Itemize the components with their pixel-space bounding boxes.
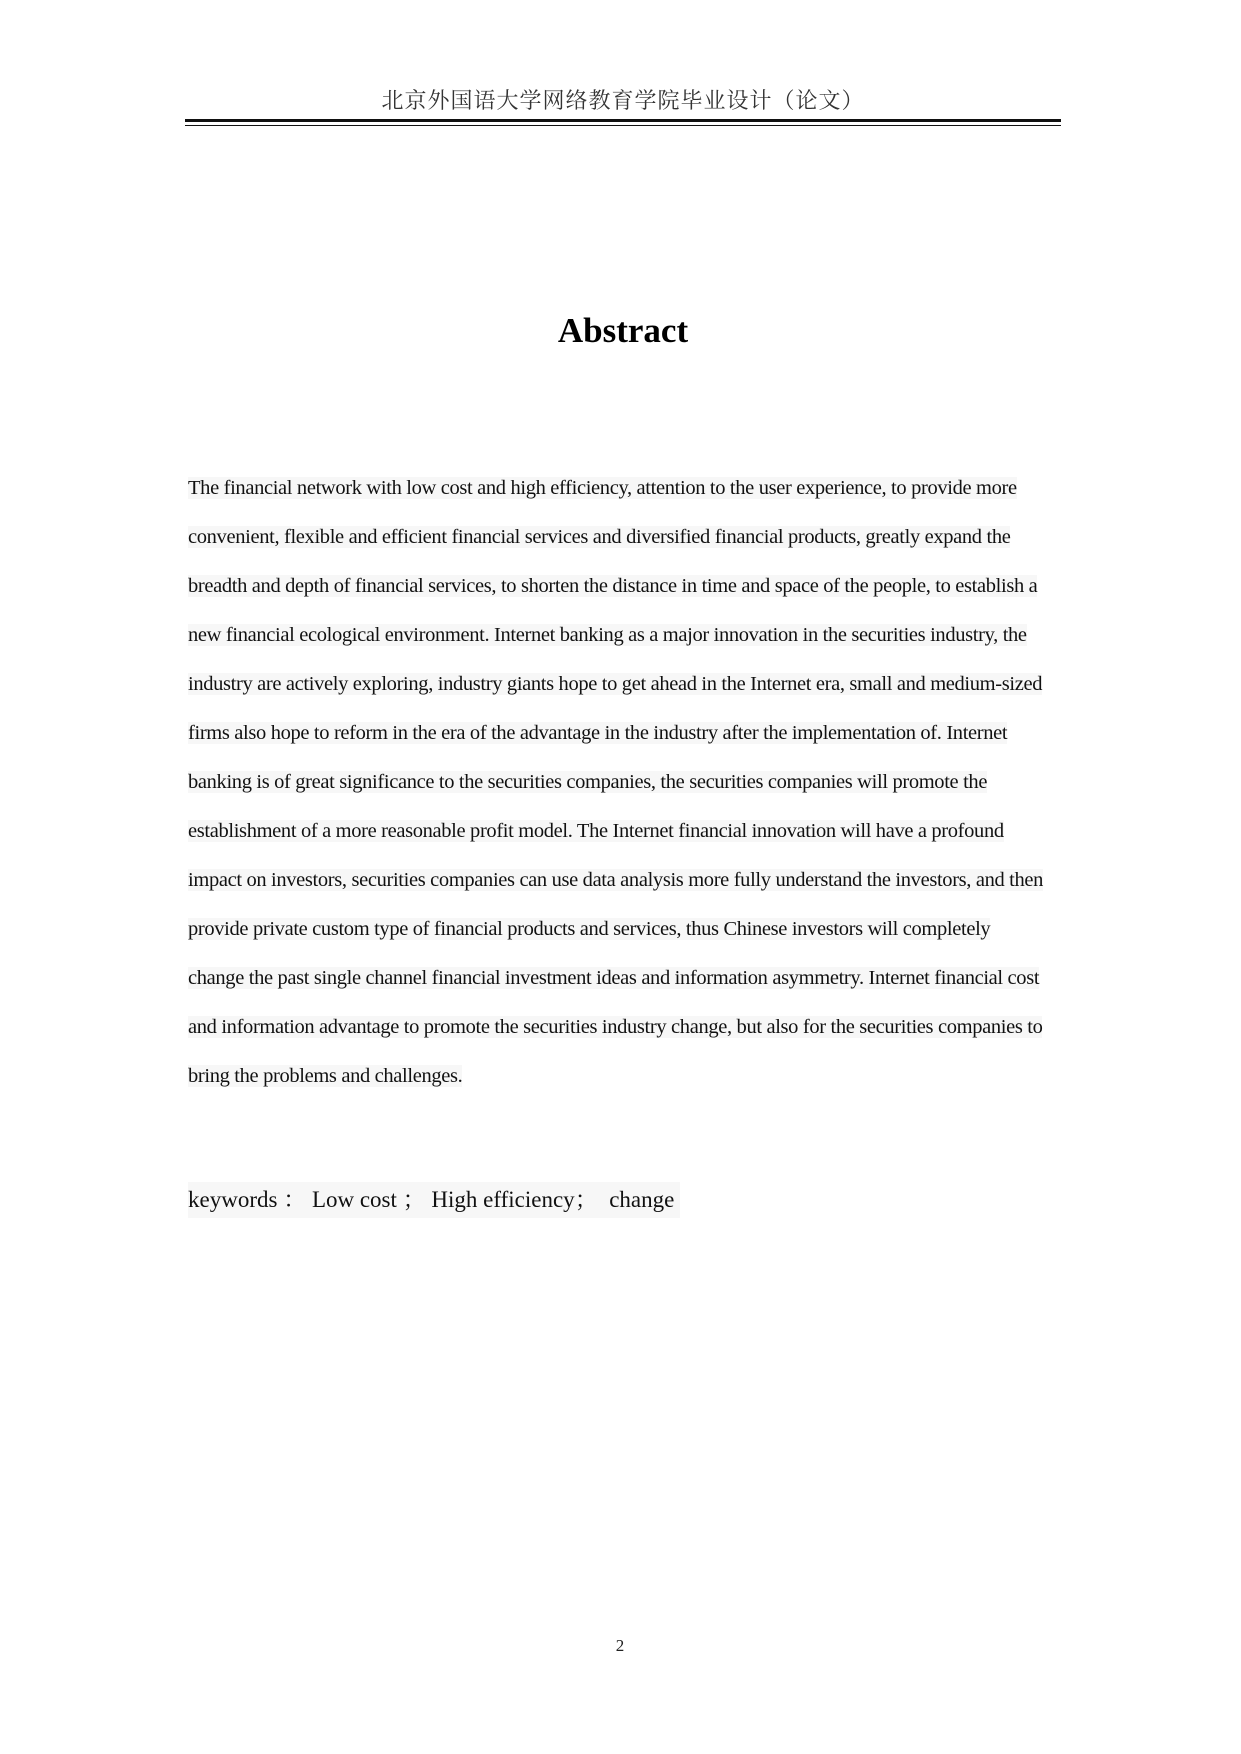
- abstract-line: The financial network with low cost and high efficiency, attention to the user experience, to provide more: [188, 477, 1017, 499]
- abstract-heading: Abstract: [557, 311, 689, 350]
- keywords-label: keywords: [188, 1187, 278, 1212]
- abstract-line: firms also hope to reform in the era of the advantage in the industry after the implementation of. Internet: [188, 722, 1008, 744]
- header-rule-thin: [185, 125, 1061, 126]
- abstract-line: provide private custom type of financial products and services, thus Chinese investors will completely: [188, 918, 991, 940]
- abstract-line: change the past single channel financial investment ideas and information asymmetry. Internet financial cost: [188, 967, 1040, 989]
- abstract-line: establishment of a more reasonable profit model. The Internet financial innovation will have a profound: [188, 820, 1004, 842]
- keyword-separator: ；: [396, 1187, 432, 1212]
- abstract-line: breadth and depth of financial services, to shorten the distance in time and space of the people, to establish a: [188, 575, 1038, 597]
- abstract-line: and information advantage to promote the securities industry change, but also for the securities companies to: [188, 1016, 1043, 1038]
- keyword-item: High efficiency: [431, 1187, 575, 1212]
- abstract-line: convenient, flexible and efficient financial services and diversified financial products, greatly expand the: [188, 526, 1011, 548]
- keywords-line: [188, 1182, 680, 1218]
- page-number: 2: [615, 1636, 625, 1655]
- abstract-line: impact on investors, securities companies can use data analysis more fully understand the investors, and then: [188, 869, 1044, 891]
- abstract-line: new financial ecological environment. Internet banking as a major innovation in the securities industry, the: [188, 624, 1027, 646]
- keyword-item: change: [609, 1187, 675, 1212]
- abstract-body: [188, 464, 1068, 1101]
- running-header: 北京外国语大学网络教育学院毕业设计（论文）: [381, 88, 865, 113]
- abstract-line: banking is of great significance to the securities companies, the securities companies will promote the: [188, 771, 988, 793]
- abstract-line: industry are actively exploring, industry giants hope to get ahead in the Internet era, small and medium-sized: [188, 673, 1043, 695]
- keyword-separator: ；: [574, 1187, 610, 1212]
- header-rule-thick: [185, 119, 1061, 122]
- abstract-line: bring the problems and challenges.: [188, 1065, 463, 1087]
- keyword-item: Low cost: [311, 1187, 397, 1212]
- keywords-separator: ：: [277, 1187, 312, 1212]
